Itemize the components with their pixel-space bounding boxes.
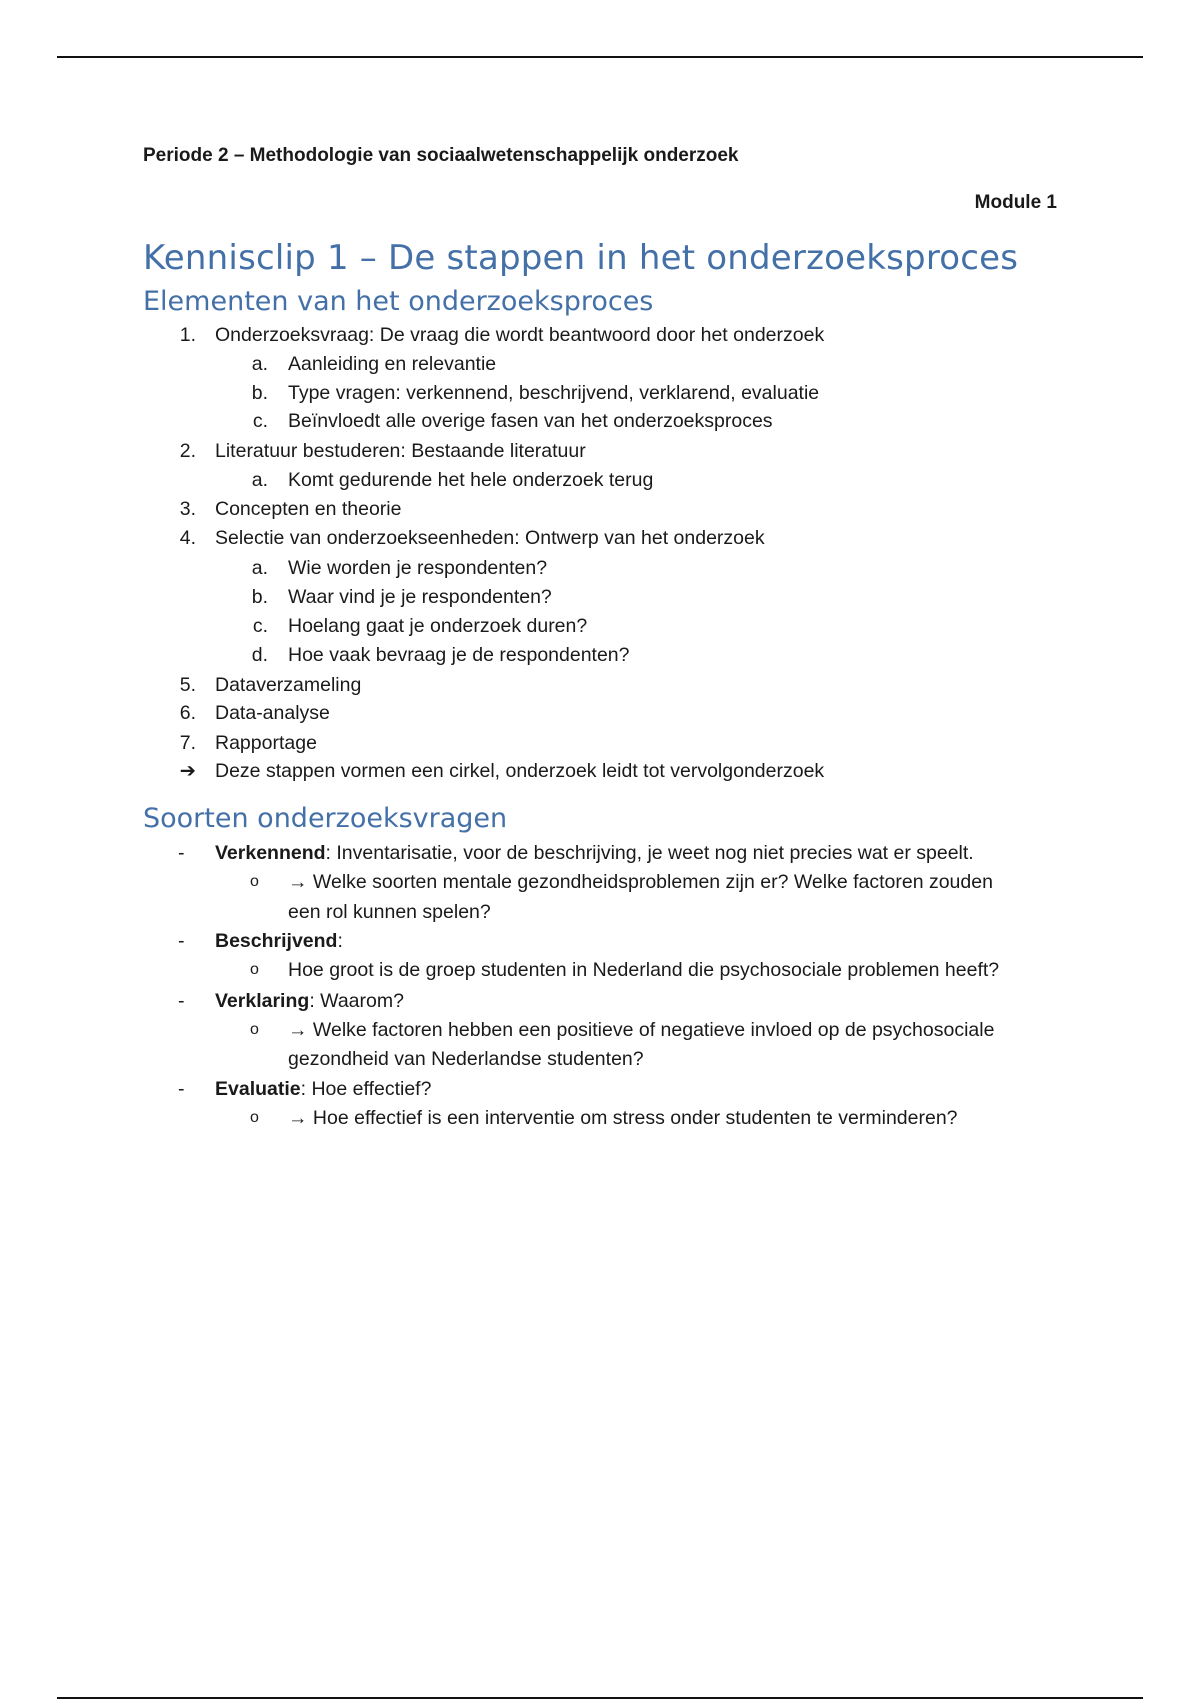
term-description: : — [337, 930, 343, 952]
term-description: : Hoe effectief? — [300, 1078, 432, 1100]
term: Beschrijvend — [215, 930, 338, 952]
sub-list-item: Type vragen: verkennend, beschrijvend, verklarend, evaluatie — [288, 382, 820, 404]
term-description: : Inventarisatie, voor de beschrijving, je weet nog niet precies wat er speelt. — [325, 842, 974, 864]
section-heading-elementen: Elementen van het onderzoeksproces — [143, 286, 654, 317]
sub-list-item: Waar vind je je respondenten? — [288, 586, 552, 608]
circle-bullet: o — [250, 873, 259, 890]
list-marker: 1. — [179, 324, 196, 346]
question-type-item — [215, 928, 343, 954]
sub-list-item: Wie worden je respondenten? — [288, 557, 548, 579]
circle-bullet: o — [250, 1109, 259, 1126]
sub-list-item: Aanleiding en relevantie — [288, 353, 497, 375]
sub-list-marker: c. — [252, 615, 268, 637]
bottom-rule — [57, 1697, 1143, 1699]
list-item: Dataverzameling — [215, 674, 362, 696]
list-marker: 4. — [179, 527, 196, 549]
term: Verkennend — [215, 842, 326, 864]
list-item: Data-analyse — [215, 702, 330, 724]
sub-list-item: Beïnvloedt alle overige fasen van het onderzoeksproces — [288, 410, 773, 432]
list-item: Concepten en theorie — [215, 498, 402, 520]
sub-list-marker: a. — [251, 557, 268, 579]
page-title: Kennisclip 1 – De stappen in het onderzoeksproces — [143, 238, 1019, 278]
example-line: → Welke soorten mentale gezondheidsproblemen zijn er? Welke factoren zouden — [288, 871, 993, 893]
sub-list-item: Hoe vaak bevraag je de respondenten? — [288, 644, 630, 666]
sub-list-marker: a. — [251, 469, 268, 491]
example-line: gezondheid van Nederlandse studenten? — [288, 1048, 644, 1070]
sub-list-item: Hoelang gaat je onderzoek duren? — [288, 615, 588, 637]
example-line: Hoe groot is de groep studenten in Nederland die psychosociale problemen heeft? — [288, 959, 1000, 981]
term-description: : Waarom? — [309, 990, 404, 1012]
question-type-item — [215, 840, 974, 866]
term: Evaluatie — [215, 1078, 301, 1100]
sub-list-marker: b. — [251, 586, 268, 608]
dash-marker: - — [178, 930, 185, 952]
section-heading-soorten: Soorten onderzoeksvragen — [143, 803, 508, 834]
list-marker: 6. — [179, 702, 196, 724]
list-marker: 2. — [179, 440, 196, 462]
example-line: → Hoe effectief is een interventie om stress onder studenten te verminderen? — [288, 1107, 958, 1129]
arrow-icon: ➔ — [179, 760, 196, 782]
list-marker: 5. — [179, 674, 196, 696]
example-line: een rol kunnen spelen? — [288, 901, 491, 923]
circle-bullet: o — [250, 1021, 259, 1038]
module-label: Module 1 — [974, 192, 1057, 213]
question-type-item — [215, 988, 404, 1014]
list-marker: 3. — [179, 498, 196, 520]
circle-bullet: o — [250, 961, 259, 978]
list-marker: 7. — [179, 732, 196, 754]
list-item: Literatuur bestuderen: Bestaande literatuur — [215, 440, 586, 462]
sub-list-item: Komt gedurende het hele onderzoek terug — [288, 469, 654, 491]
dash-marker: - — [178, 990, 185, 1012]
dash-marker: - — [178, 842, 185, 864]
list-item: Onderzoeksvraag: De vraag die wordt beantwoord door het onderzoek — [215, 324, 825, 346]
sub-list-marker: d. — [251, 644, 268, 666]
term: Verklaring — [215, 990, 310, 1012]
example-line: → Welke factoren hebben een positieve of negatieve invloed op de psychosociale — [288, 1019, 995, 1041]
sub-list-marker: a. — [251, 353, 268, 375]
list-item: Rapportage — [215, 732, 317, 754]
question-type-item — [215, 1076, 431, 1102]
period-header: Periode 2 – Methodologie van sociaalwetenschappelijk onderzoek — [143, 145, 739, 166]
sub-list-marker: b. — [251, 382, 268, 404]
list-item: Selectie van onderzoekseenheden: Ontwerp van het onderzoek — [215, 527, 765, 549]
dash-marker: - — [178, 1078, 185, 1100]
top-rule — [57, 56, 1143, 58]
sub-list-marker: c. — [252, 410, 268, 432]
conclusion-text: Deze stappen vormen een cirkel, onderzoek leidt tot vervolgonderzoek — [215, 760, 825, 782]
